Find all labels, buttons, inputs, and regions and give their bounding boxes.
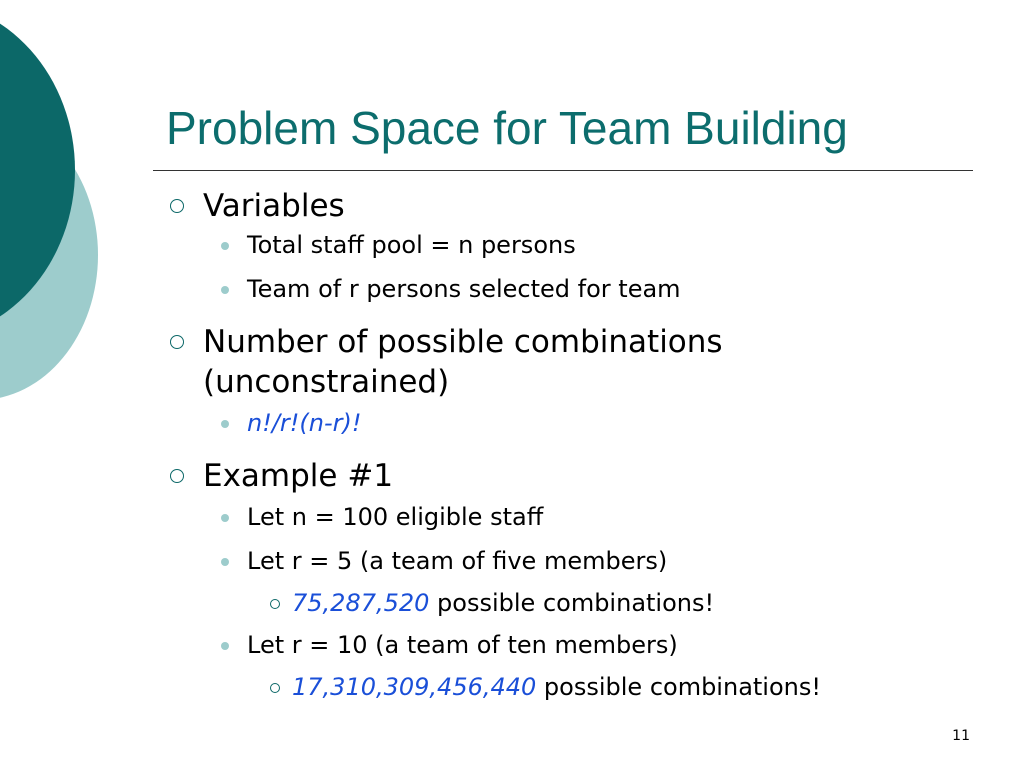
sub-bullet-formula: [166, 408, 986, 438]
bullet-text: Number of possible combinations: [203, 324, 723, 360]
hollow-circle-bullet-icon: [170, 335, 184, 349]
formula-text: n!/r!(n-r)!: [247, 409, 362, 437]
dot-bullet-icon: [221, 558, 229, 566]
bullet-text: Let n = 100 eligible staff: [247, 503, 544, 531]
sub-bullet-r10: [166, 630, 986, 660]
bullet-text: Team of r persons selected for team: [247, 275, 681, 303]
dot-bullet-icon: [221, 420, 229, 428]
page-number: 11: [952, 728, 970, 744]
title-divider: [153, 170, 973, 171]
bullet-text: Let r = 10 (a team of ten members): [247, 631, 678, 659]
sub-bullet-r5: [166, 546, 986, 576]
bullet-text-continued: (unconstrained): [203, 364, 450, 400]
result-r5: [166, 588, 986, 618]
bullet-variables: [166, 186, 986, 226]
bullet-text: Example #1: [203, 458, 394, 494]
bullet-text: Total staff pool = n persons: [247, 231, 576, 259]
dot-bullet-icon: [221, 514, 229, 522]
sub-bullet-team-selection: [166, 274, 986, 304]
dot-bullet-icon: [221, 642, 229, 650]
result-r10: [166, 672, 986, 702]
dot-bullet-icon: [221, 286, 229, 294]
sub-bullet-n-value: [166, 502, 986, 532]
slide-content: [166, 186, 986, 702]
bullet-example: [166, 456, 986, 496]
result-text: possible combinations!: [429, 589, 715, 617]
result-value: 75,287,520: [292, 589, 430, 617]
dot-bullet-icon: [221, 242, 229, 250]
sub-bullet-staff-pool: [166, 230, 986, 260]
result-text: possible combinations!: [536, 673, 821, 701]
bullet-text: Let r = 5 (a team of five members): [247, 547, 668, 575]
small-hollow-circle-bullet-icon: [270, 683, 280, 693]
hollow-circle-bullet-icon: [170, 199, 184, 213]
hollow-circle-bullet-icon: [170, 469, 184, 483]
small-hollow-circle-bullet-icon: [270, 599, 280, 609]
slide-title: Problem Space for Team Building: [166, 102, 848, 154]
bullet-text: Variables: [203, 188, 345, 224]
result-value: 17,310,309,456,440: [292, 673, 537, 701]
bullet-combinations: [166, 322, 986, 402]
